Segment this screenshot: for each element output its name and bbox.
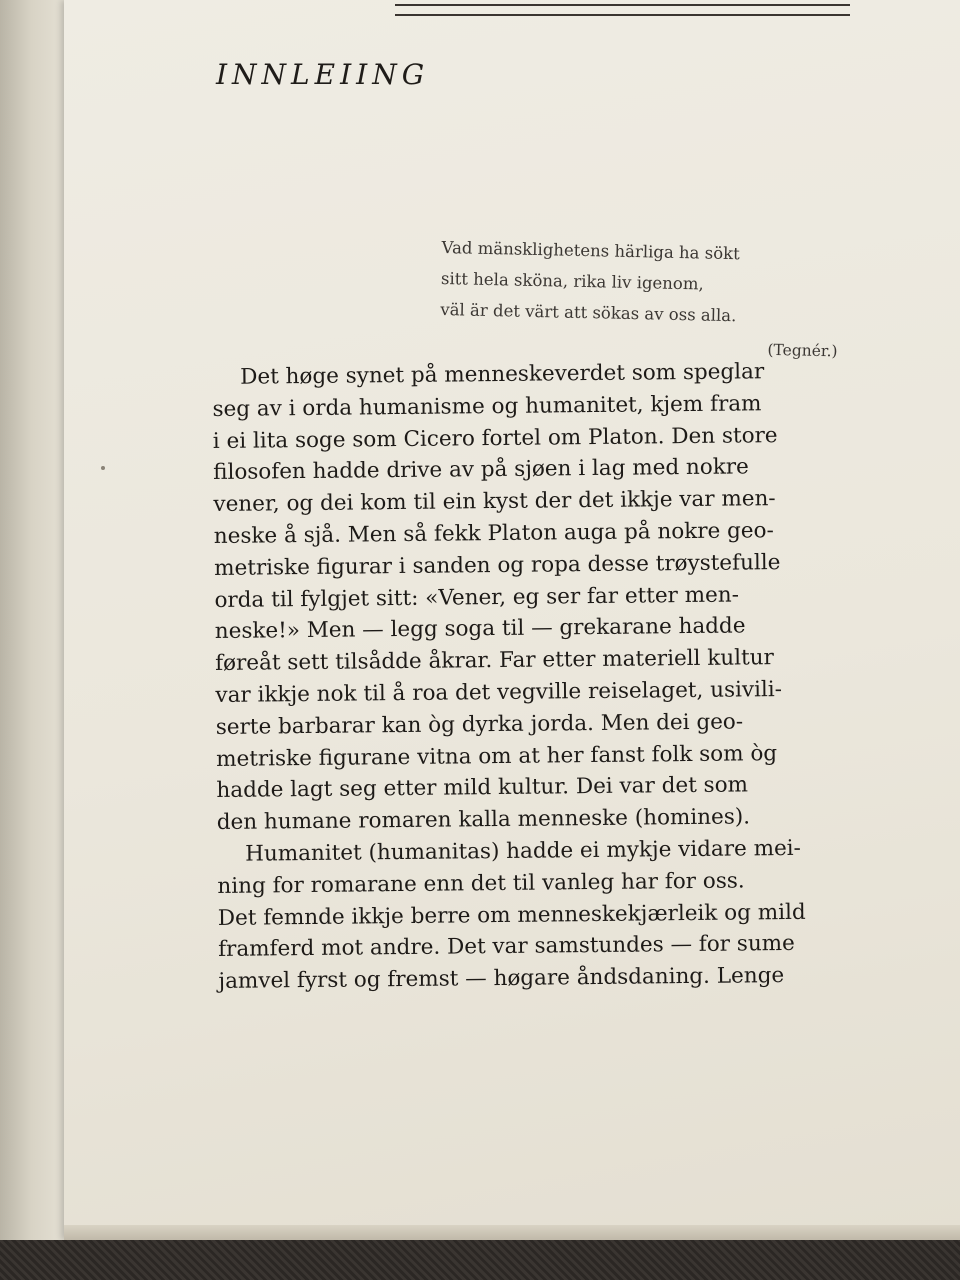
epigraph-attribution: (Tegnér.): [767, 340, 838, 361]
left-page-edge: [0, 0, 70, 1280]
body-line: Humanitet (humanitas) hadde ei mykje vidare mei-: [245, 835, 802, 867]
body-line: neske å sjå. Men så fekk Platon auga på nokre geo-: [213, 518, 774, 549]
body-line: Det femnde ikkje berre om menneskekjærleik og mild: [217, 899, 806, 931]
header-rule-bottom: [395, 14, 850, 16]
body-line: neske!» Men — legg soga til — grekarane hadde: [214, 613, 746, 645]
header-rule-top: [395, 4, 850, 6]
body-line: i ei lita soge som Cicero fortel om Platon. Den store: [212, 422, 778, 454]
body-line: hadde lagt seg etter mild kultur. Dei var det som: [216, 772, 749, 804]
epigraph-line: sitt hela sköna, rika liv igenom,: [440, 268, 704, 294]
body-line: vener, og dei kom til ein kyst der det ikkje var men-: [213, 486, 776, 518]
body-line: orda til fylgjet sitt: «Vener, eg ser far etter men-: [214, 582, 740, 613]
epigraph: [439, 232, 842, 364]
chapter-heading: INNLEIING: [216, 58, 430, 91]
body-line: var ikkje nok til å roa det vegville reiselaget, usivili-: [215, 677, 783, 708]
body-line: den humane romaren kalla menneske (homines).: [216, 804, 751, 836]
background-fabric: [0, 1240, 960, 1280]
body-line: Det høge synet på menneskeverdet som speglar: [240, 359, 765, 390]
body-line: metriske figurane vitna om at her fanst folk som òg: [216, 740, 778, 772]
paper-speck: [101, 466, 105, 470]
body-line: filosofen hadde drive av på sjøen i lag med nokre: [213, 454, 749, 486]
body-line: jamvel fyrst og fremst — høgare åndsdaning. Lenge: [218, 963, 785, 995]
body-text: [212, 355, 879, 998]
body-line: framferd mot andre. Det var samstundes — for sume: [218, 931, 795, 963]
body-line: serte barbarar kan òg dyrka jorda. Men dei geo-: [215, 709, 744, 740]
epigraph-line: Vad mänsklighetens härliga ha sökt: [441, 237, 740, 264]
header-rules: [0, 0, 960, 22]
body-line: seg av i orda humanisme og humanitet, kjem fram: [212, 391, 762, 422]
body-line: ning for romarane enn det til vanleg har for oss.: [217, 868, 745, 899]
epigraph-line: väl är det värt att sökas av oss alla.: [440, 299, 737, 326]
body-line: føreåt sett tilsådde åkrar. Far etter materiell kultur: [215, 645, 774, 677]
body-line: metriske figurar i sanden og ropa desse trøystefulle: [214, 549, 781, 581]
